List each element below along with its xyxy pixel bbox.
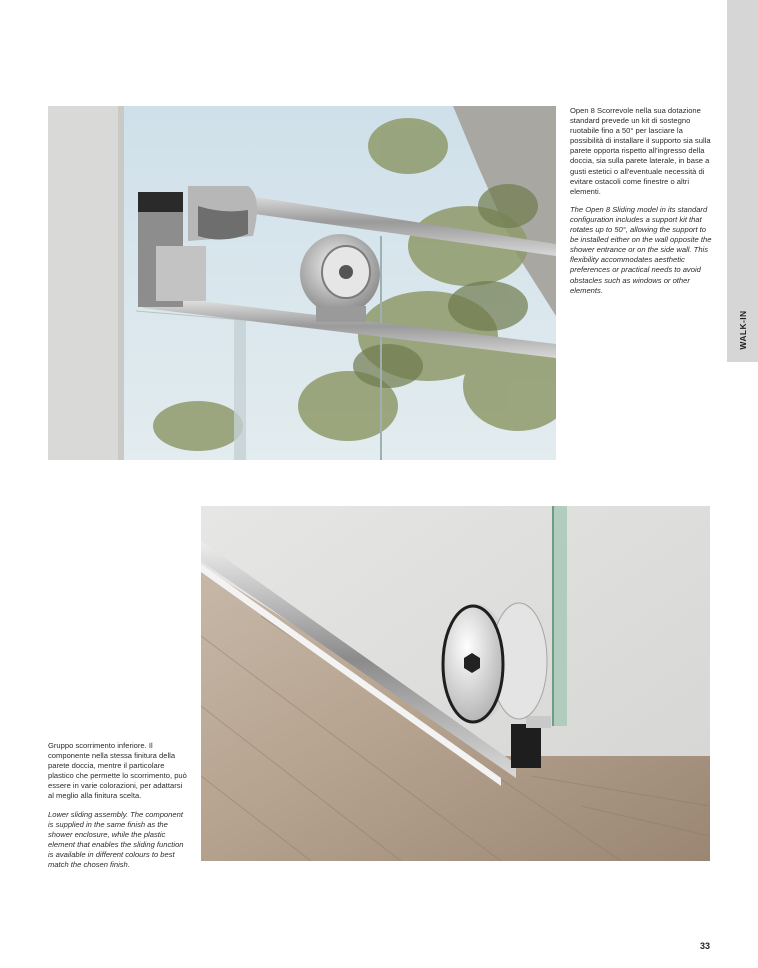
page-number: 33 <box>700 941 711 951</box>
section-tab <box>727 0 758 362</box>
caption-italian: Gruppo scorrimento inferiore. Il componente nella stessa finitura della parete doccia, mentre il particolare plastico che permette lo scorrimento, può essere in varie colorazioni, per adattarsi al meglio alla finitura scelta. <box>48 741 187 801</box>
lower-assembly-caption <box>48 741 190 870</box>
caption-italian: Open 8 Scorrevole nella sua dotazione standard prevede un kit di sostegno ruotabile fino a 50° per lasciare la possibilità di installare il supporto sia sulla parete opporta rispetto all'ingresso della doccia, sia sulla parete laterale, in base a gusti estetici o all'eventuale necessità di evitare ostacoli come finestre o altri elementi. <box>570 106 711 196</box>
support-kit-photo <box>48 106 556 460</box>
lower-sliding-assembly-photo <box>201 506 710 861</box>
caption-english: Lower sliding assembly. The component is supplied in the same finish as the shower enclosure, while the plastic element that enables the sliding function is available in different colours to best match the chosen finish. <box>48 809 184 870</box>
support-kit-caption <box>570 106 712 296</box>
section-tab-label: WALK-IN <box>738 310 748 350</box>
caption-english: The Open 8 Sliding model in its standard configuration includes a support kit that rotates up to 50°, allowing the support to be installed either on the wall opposite the shower entrance or on the side wall. This flexibility accommodates aesthetic preferences or practical needs to avoid obstacles such as windows or other elements. <box>570 204 712 295</box>
